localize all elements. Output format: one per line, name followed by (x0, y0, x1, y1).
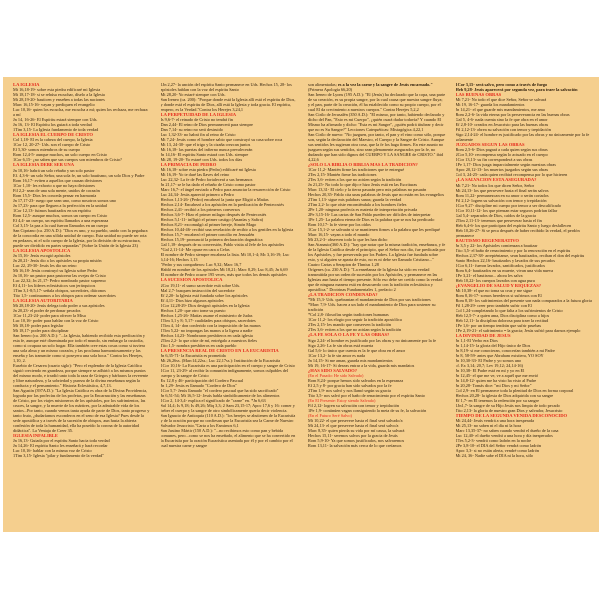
verse-reference: San Justino Mártir (150 A.D.): "...no recibimos esto como pan y bebida comunes, pero...como se nos ha enseñado, el alimento que se ha convertido en la Eucaristía por la oración Eucarística asentada por él y por el cambio por el cual nuestra carne y sangre (160, 427, 296, 448)
verse-citation: (Primera Apología 66,20) (308, 87, 353, 92)
verse-reference: Luc 24,34- Jesús apareció primero a Pedro (160, 192, 234, 198)
verse-reference: Hechos 2,41- recibió a los primeros conversos (160, 207, 241, 213)
verse-reference: 2Tes 2,15- les mando que conserven la tradición (308, 322, 391, 328)
verse-reference: Jn 10,38- El Padre está en mí y yo en El (455, 368, 525, 374)
verse-reference: Luc 22,32; Jn 21,17- Pedro nombrado pastor supremo (13, 277, 106, 283)
verse-reference: Rom 11,22- permanezcan en su amor o serán cortados (455, 192, 549, 198)
verse-reference: Ef 4,4- un cuerpo, un espíritu llamados a una esperanza (13, 217, 109, 223)
verse-reference: 1Tim 3,15- Iglesia "pilar y fundamento de la verdad" (13, 453, 105, 459)
verse-reference: 1Pe 1,17- Dios juzga imparcialmente según nuestras obras (455, 162, 556, 168)
verse-reference: Mt 24, 36- Nadie sabe el DIA ni la hora, sólo (455, 453, 534, 459)
verse-reference: Mt 24,13- el que persevere hasta el final será salvo/a (308, 422, 399, 428)
verse-reference: 2Tim 2,2- lo que oíste encomiéndalo a los hombres fieles (308, 202, 407, 208)
section-heading: LA PRIMACIA DE PEDRO (160, 162, 217, 168)
verse-reference: Luc 22,32- La fe de Pedro fortalecerá a sus hermanos (160, 177, 253, 183)
verse-reference: 1Cor 2, 14-3,4- explica el significado de "carne" en. *Jn 6,63 (160, 397, 266, 403)
verse-reference: Ef 2,8-10- creados en Jesucristo para las buenas obras (455, 122, 549, 128)
verse-reference: Gal 5,4- separados de Dios, caídos de la gracia (455, 212, 536, 218)
verse-reference: Hechos 15,7- encabezó el primer concilio en Jerusalén (160, 232, 255, 238)
verse-reference: Luc 10,16- quien los escucha, me escucha a mí; quien los rechaza, me rechaza a mí (13, 107, 148, 118)
verse-reference: 1Tim 4, 14- don conferido con la imposición de las manos (160, 322, 261, 328)
verse-reference: Ef 4,11- los líderes eclesiásticos son jerárquicos (13, 282, 96, 288)
verse-reference: Marc 16,15-16- vayan y prediquen el evangelio (13, 102, 95, 108)
verse-reference: Jn 17,17-23- ruego que sean uno, como nosotros somos uno (13, 197, 116, 203)
verse-reference: 1Pe 1,9- continúen vagan consiguiendo la meta de su fe, la salvación (308, 407, 427, 413)
verse-reference: Rom 8,24- porque hemos sido salvados en la esperanza (308, 377, 404, 383)
verse-reference: Marc 16,15- vayan a todo el mundo (308, 232, 370, 238)
verse-reference: 1Tim 3,15- La Iglesia fundamento de toda verdad (13, 127, 99, 133)
verse-reference: Mal 2,7- busquen instrucción del sacerdote (160, 287, 235, 293)
verse-reference: 1Cor 11,2- Mantén firme las tradiciones que te entregué (308, 167, 405, 173)
verse-reference: Col 3,15- la paz a la cual fueron llamados en un cuerpo (13, 222, 108, 228)
verse-reference: Mt 23,2-3- observen todo lo que les han dicho (308, 237, 388, 243)
verse-reference: San Ignacio de Antioquía (110 A.D.): "los herejes se abstienen de la Eucaristía y de la oración porque no confiesan que la Eucaristía sea la Carne de Nuestro Salvador Jesucristo."Carta a los Esmirnos 6,1 (160, 412, 296, 428)
verse-reference: 1Cor 10,11-12- los que piensan estar seguros podrían fallar (455, 207, 558, 213)
verse-reference: Mt 7,24- Jesús como el hombre sabio que construyó su casa sobre roca (160, 137, 283, 143)
verse-reference: Jn 20,23- el poder de perdonar pecados (13, 308, 81, 314)
verse-reference: Hechos 3,6-7- Hizo el primer milagro después de Pentecostés (160, 212, 267, 218)
column-1 (13, 82, 151, 528)
verse-emphasis: es a la vez la carne y la sangre de Jesús encarnado." (337, 82, 433, 87)
verse-reference: Fil 1,28-29- creer pero también sufrir con El (455, 303, 532, 309)
verse-reference: Heb 10,26-27- Si se peca después de haber recibido la verdad, el perdón permanece (455, 227, 580, 238)
verse-reference: Mt 28, 19-20- Yo estaré con Uds. todos los días (160, 157, 243, 163)
verse-reference: Hechos 20,35- Pablo cita unas palabras de Jesús que no están en los evangelios (308, 192, 445, 198)
verse-reference: Hechos 2,14- Encabezó a los apóstoles en la predicación de Pentecostés (160, 202, 284, 208)
verse-reference: 2Cor 5,10- recompensa según lo actuado en el cuerpo (455, 152, 548, 158)
verse-reference: Marc 13,35-37- no saben cuando vendrá el dueño de la casa (455, 428, 559, 434)
section-heading: LA IGLESIA DEBE SER UNA (13, 162, 75, 168)
verse-reference: 1Cor 1,10- les exhorto a que no haya divisiones (13, 182, 95, 188)
verse-reference: 1Cor 13,13- su fin corresponderá a sus obras (455, 157, 533, 163)
document-page (3, 77, 599, 532)
verse-reference: Col 3, 24-25- cada quien recibirá recompensa por lo que hicieren (455, 172, 568, 178)
verse-reference: Jn 20,21- Jesús dio a los apóstoles su propia misión (13, 257, 102, 263)
verse-reference: Rom 6,4- bautizados en su muerte, vivan una vida nueva (455, 267, 553, 273)
verse-reference: Hechos 1,13-26- (Pedro) encabezó la junta que Eligió a Matías (160, 197, 269, 203)
verse-reference: 1Cor 11, 23-29- al recibir la comunión indignamente, somos culpables del cuerpo y la sangre de Cristo (160, 367, 289, 378)
verse-reference: 1Pe 1,25- La palabra eterna de Dios es la palabra que se nos ha predicado (308, 217, 435, 223)
verse-reference: El nombre de Pedro siempre encabeza la lista. Mt 10,1-4; Mc 3,16-19; Luc 6,14-16; Hechos 1,13 (160, 252, 290, 263)
verse-reference: Tito 1,5- continuamos a los obispos para ordenar sacerdotes (13, 292, 116, 298)
verse-reference: 2Pe 3,8-10- el DIA del Señor vendrá como ladrón (455, 443, 542, 449)
verse-reference: Jn 15,16- Jesús escogió apóstoles (13, 252, 71, 258)
verse-reference: Jn 8,19- si me conocieran, conocerían también a mi Padre (455, 348, 555, 354)
verse-reference: Jn 10,16- habrá un solo rebaño y un solo pastor (13, 167, 95, 173)
verse-reference: Eusebio de Cesarea (cuarto siglo): "Pero el esplendor de la Iglesia Católica siguió creciendo en grandeza, porque siempre se adhirió a los mismos puntos del mismo modo, e irradió unto toda la raza de Griegos y bárbaros la reverente y libre naturaleza, y la sobriedad y pureza de la divina enseñanza según la conducta y el pensamiento." Historia Eclesiástica, 4,7,13. (13, 363, 149, 389)
verse-reference: Jn 16,13- Guiada por el espíritu Santo hacia toda verdad (13, 438, 110, 444)
verse-reference: 1Tim 3,1-8;5,17- señala obispos, sacerdotes, diáconos (13, 287, 106, 293)
verse-reference: San Cirilo de nuevo: "No juzguen, por tanto, el pan y el vino como sólo, porque son, según la declaración del Maestro, el Cuerpo y la Sangre de Cristo. Aunque sus sentidos les sugieran otra cosa, que la fe los haga firmes. En este asunto no juzguen según sus sentidos, sino sean plenamente asegurados por la fe, no dudando que han sido dignos del CUERPO Y LA SANGRE de CRISTO." ibid 4,22,6 (308, 132, 446, 162)
verse-reference: Jn 16, 13- El Espíritu los guiará a toda verdad (13, 122, 92, 128)
verse-reference: Jn 10,16- un pastor para pastorear las ovejas de Cristo (13, 272, 106, 278)
verse-reference: San Cipriano (ca. 250 A.D.): "Dios es uno, y su pueblo, unido con la pegadura de la concordia en una sólida unidad de cuerpo. Esta unidad no puede ser rota en pedazos, ni el solo cuerpo de la Iglesia, por la división de su estructura, puede ser dividido en partes separadas" (Sobre la Unión de la Iglesia 23) (13, 227, 148, 248)
verse-reference: 1Pe 3,21- el bautismo... ahora les salva (455, 272, 523, 278)
verse-reference: Mt 24,44- Jesús vendrá a una hora inesperada (455, 418, 535, 424)
verse-reference: San Ireneo (ca. 200 A.D.): "...la Iglesia, habiendo recibido esta predicación y esta fe, aunque esté diseminada por todo el mundo, sin embargo la custodia, como si ocupara un solo hogar. Ella también cree estas cosas como si tuviera una sola alma y un mismo corazón, y las proclama harmoniosamente y las enseña y las transmite como si poseyera una sola boca." Contra los Herejes, 1,10, 2. (13, 333, 146, 364)
section-heading: ¿LA TRADICION CONDENADA? (308, 292, 378, 298)
verse-reference: Ef 5,30- somos miembros de su cuerpo (13, 147, 81, 153)
section-heading: ¿EVANGELIO DE SALUD Y RIQUEZAS? (455, 282, 542, 288)
section-heading: LA IGLESIA (13, 82, 40, 87)
verse-reference: Hechos 15,19- pronunció la primera declaración dogmática (160, 237, 263, 243)
verse-reference: Jn 21,25- No todo lo que dijo e hizo Jesús está en las Escrituras (308, 182, 418, 188)
verse-reference: Hechos 1,20- que otro tome su puesto (160, 307, 226, 313)
verse-reference: Mt 7,21- No todo el que dice Señor, Señor se salvará (455, 97, 547, 103)
verse-reference: Jn 14,26- El espíritu Santo les enseñará y hará recordar (13, 443, 108, 449)
verse-reference: 1Cor 12,28-29- Dios designó apóstoles en la Iglesia (160, 302, 250, 308)
verse-reference: Fil 2,12- logren su salvación con temor y trepidación (455, 197, 547, 203)
verse-reference (308, 82, 446, 92)
verse-reference: 2Tes 3,6- eviten a los que no actúen según la tradición (308, 177, 402, 183)
verse-reference: San Agustín (397A.D.): "La Iglesia Católica es obra de la Divina Providencia, lograda por las profecías de los profetas, por la Encarnación y las enseñanzas de Cristo, por los viajes misioneros de los apóstoles, por los sufrimientos, las cruces, la sangre, y la muerte de los mártires, por la admirable vida de los santos...Por tanto, cuando vemos tanta ayuda de parte de Dios, tanto progreso y tanto fruto, ¿dudaríamos esconderos en el seno de esa Iglesia? Pues desde la sede apostólica y a través de la sucesión de obispos, aun hasta la abierta confesión de toda la humanidad, ella ha poseído la corona de la autoridad didáctica". La Ventaja de Creer 35. (13, 388, 150, 434)
verse-reference: 1Pe 2,19-21- el sufrimiento = la gracia; Jesús sufrió para darnos ejemplo (455, 328, 581, 334)
verse-reference: 1Cor 5,7- Jesús llamado "el cordero pascual que ha sido sacrificado" (160, 387, 279, 393)
verse-reference: Mt 10,22- el que persevere hasta el final será salvado/a (308, 417, 403, 423)
verse-reference: Hechos 8,21- excomulgó al primer hereje, Simón Mago (160, 222, 257, 228)
verse-reference: *Marc 7,9- Uds. hacen a un lado el mandamiento de Dios para sostener su tradición (308, 302, 436, 313)
verse-reference: 1Cor 12,13- fuimos bautizados en un espíritu (13, 207, 91, 213)
section-heading: LA DIVINIDAD DE JESUS (455, 333, 511, 339)
verse-reference: Luc 12,40- el dueño vendrá a una hora y día inesperados (455, 433, 553, 439)
verse-reference: Heb 6,4-6- los que participan del espíritu Santo y luego desfallecen (455, 222, 572, 228)
verse-reference: Mt 24,13- los que persevere hasta el final serán salvos (455, 187, 549, 193)
verse-reference: Hechos 10,44-46- recibió una revelación de recibir a los gentiles en la Iglesia (160, 227, 294, 233)
section-heading: IGLESIA INFALIBLE (13, 433, 58, 439)
verse-reference: Sigo 2,14-24- el hombre es justificado por las obras y no únicamente por la fe solamente (455, 132, 590, 143)
verse-reference: Jn 14,21- el que guarde mis mandamientos, me ama (455, 107, 545, 113)
verse-reference: Tito 2,13- la gloria de nuestro gran Dios y salvador, Jesucristo (455, 408, 563, 414)
verse-reference: Mt 19, 16-17- guarda los mandamientos (455, 102, 525, 108)
verse-reference: San Atanasio(360 A.D.): "hay que notar que la misma tradición, enseñanza, y fe de la Iglesia Católica desde el principio, que el Señor nos dio, fue predicada por los Apóstoles, y fue preservada por los Padres. La Iglesia fue fundada sobre esto, y si alguien se aparta de esto, no es ni debe ser llamado Cristiano..." Cuatro Cartas a Serapion de Thmius 1,28 (308, 242, 446, 268)
verse-reference: Ex 12,8 y 46- participación del Cordero Pascual (160, 377, 244, 383)
verse-reference: Mt 18,17-18- si se rehúsa escuchar, díselo a la Iglesia (13, 92, 105, 98)
verse-reference: Heb 10,22- los cuerpos lavados con agua pura (455, 277, 535, 283)
verse-reference: 1Jn1,7- la sangre de su Hijo Jesús nos limpia de todo pecado (455, 403, 560, 409)
verse-reference: Jn 14, 16-26- El Espíritu estará siempre con Uds. (13, 117, 98, 123)
verse-reference: Rom 13,11- la salvación más cerca de lo que creíamos (308, 442, 402, 448)
verse-reference: Marc 16,7- el ángel enviado a Pedro para anunciar la resurrección de Cristo (160, 187, 291, 193)
verse-reference: Rom 12,5- aunque muchos, somos un cuerpo en Cristo (13, 212, 108, 218)
verse-reference: Sigo 2,26- La fe sin obras está muerta (308, 342, 374, 348)
verse-reference: Apoc 20,12-13- los muertos juzgados según sus obras (455, 167, 549, 173)
verse-reference: 2Tes 3,6- eviten a los que no actúan según la tradición (308, 327, 402, 333)
verse-reference: Marc 13,31- El cielo y la tierra pasarán pero mis palabras no pasarán (308, 187, 427, 193)
verse-reference: Mt 28,20- Yo estaré siempre con Uds. (160, 92, 226, 97)
verse-reference: Heb 12,11- la disciplina dolorosa para traer la rectitud (455, 318, 549, 324)
verse-reference: 1Cor 9,27- discipline mi cuerpo por temor a ser descalificado (455, 202, 561, 208)
verse-reference: Mt 16,18-19- sobre esta piedra edificaré mi Iglesia (13, 87, 101, 93)
verse-reference: Jn 14,8-12- quien me ha visto ha visto al Padre (455, 378, 537, 384)
verse-reference: Jn 14,16- El espíritu Santo estará con Uds. siempre (160, 152, 249, 158)
section-heading: TIEMPO DE LA SEGUNDA VENIDA DESCONOCIDO (455, 413, 568, 419)
verse-reference: 1Cor 11,2- los elogio por seguir la tradición apostólica (308, 317, 402, 323)
verse-reference: Mt 10,38- el que no toma su cruz y me sigue (455, 288, 533, 294)
verse-reference: cf. Ex 3,14; 20,7; Lev 19,12; 24,14-16) (455, 363, 523, 369)
verse-reference: Jn 1,14-15- la gloria del Hijo único de Dios (455, 343, 531, 349)
verse-reference: Jn 1,29- Jesús es llamado "Cordero de Dios" (160, 382, 238, 388)
verse-reference: Tito 1,5- nombra presbíteros en cada pueblo (160, 342, 237, 348)
verse-reference: Sigo 2,24- el hombre es justificado por las obras y no únicamente por la fe (308, 337, 437, 343)
verse-reference: Heb 12,5-7- a quien ama, Dios disciplina como a hijos (455, 313, 550, 319)
verse-reference: Jn 12,45- el que me ve, ve a aquél que me envió (455, 373, 539, 379)
verse-reference: Gal 5, 4-6- nada cuenta sino la fe que obra en el amor (455, 117, 548, 123)
verse-reference: El nombre de Pedro ocurre 195 veces, más que todos los demás apóstoles (160, 272, 287, 278)
verse-reference: Mt 7,21- No todos los que dicen Señor, Señor (455, 182, 535, 188)
verse-reference: Marc 8,35- quien pierda su vida por mí causa, la salvará (308, 427, 405, 433)
verse-reference: Tito 3,5- nos salvó por el baño de renacimiento por el espíritu Santo (308, 392, 425, 398)
verse-reference: Jn 17,23- para que lleguen a la perfección en la unidad (13, 202, 107, 208)
verse-reference: Ef 4,11- Dios hizo algunos apóstoles (160, 297, 224, 303)
section-subheading: (En el Futuro Seré Salvo) (308, 412, 352, 418)
verse-reference: Heb 9,28- Jesús aparecerá por segunda vez, para traer la salvación (455, 87, 578, 92)
verse-reference: Jn 6,51-54; Mt 16,5-12- Jesús habla simbólicamente de los alimentos (160, 392, 280, 398)
verse-reference: Hechos 20,28- la iglesia de Dios adquirida con su sangre (455, 393, 554, 399)
section-heading: ¿HAS SIDO SALVADO? (308, 367, 358, 373)
verse-reference: 1Cor 15,1-2- se salvarán si se mantienen firmes a la palabra que les prediqué (308, 227, 440, 233)
verse-reference: Jn 14,15- Si me aman, guarda mis mandamientos (308, 357, 393, 363)
verse-reference: 1Cor 6,11- fueron lavados, santificados, justificados (455, 262, 546, 268)
verse-reference: Hechos 14,23- Nombraron presbíteros en cada iglesia (160, 332, 253, 338)
verse-reference: Orígenes (ca. 230 A.D.): "La enseñanza de la Iglesia ha sido en verdad transmitida por un orden de sucesión por los Apóstoles, y permanece en las Iglesias aun hasta el tiempo presente. Sólo eso debe ser creído como la verdad que de ninguna manera está en desacuerdo con la tradición eclesiástica y apostólica." Doctrinas Fundamentales 1, prefacio 2 (308, 267, 443, 293)
verse-reference: Rom 16,17- eviten a aquellos que causan divisiones (13, 177, 103, 183)
section-heading: LA SUCESION APOSTOLICA (160, 277, 223, 283)
section-heading: ¿LA FE SOLA O LA FE Y LAS OBRAS? (308, 332, 390, 338)
section-heading: ¿LA SALVACION ESTA ASEGURADA? (455, 177, 537, 183)
verse-reference: 2Tes 2,15- Mantén firme las tradiciones (308, 172, 377, 178)
column-3 (308, 82, 446, 528)
column-2 (161, 82, 299, 528)
verse-reference: Jn 6,35-71- la Eucaristía es prometida (160, 352, 226, 358)
verse-reference: San Ireneo (ca. 200): "Porque donde está la Iglesia allí está el espíritu de Dios, y donde está el espíritu de Dios, allí está la Iglesia y toda gracia. El espíritu, empero, es la Verdad."Contra los Herejes 3,24,1 (160, 97, 296, 112)
verse-reference: Fil 2,12- logren su salvación con temor y trepidación (308, 402, 400, 408)
verse-reference: 1Cor 10,16- La Eucaristía es una participación en el cuerpo y sangre de Cristo (160, 362, 295, 368)
column-4 (456, 82, 594, 528)
verse-reference: Luc 1,32-33- no habrá fin al reino de Cristo (160, 132, 236, 138)
section-heading: JUZGADOS SEGUN LAS OBRAS (455, 142, 525, 148)
section-heading: LA IGLESIA AUTORITARIA (13, 297, 73, 303)
verse-reference: 1Pe 1,6- por un tiempo tendrán que sufrir pruebas (455, 323, 542, 329)
verse-reference: Ef. 4,3-6- un solo Señor, una sola fe, un solo bautismo, un solo Dios y Padre (13, 172, 145, 178)
verse-reference: Mt 18,17- poder para disciplinar (13, 328, 69, 334)
verse-reference: Tito 3,5- el baño de renacimiento y por la renovación en el espíritu (455, 247, 571, 253)
verse-reference: 1Cor 13,2- la fe sin amor es nada (308, 352, 366, 358)
verse-reference: 2Cro 19,11- el sumo sacerdote está sobre Uds. (160, 282, 241, 288)
verse-reference: Hechos 15,11- seremos salvos por la gracia de Jesús (308, 432, 398, 438)
verse-reference: 2Tim 2,11-13- tenemos que perseverar hasta el fin (455, 217, 542, 223)
verse-reference: Gal 5,6- lo único que cuenta es la fe que obra en el amor (308, 347, 406, 353)
verse-reference: Fil 2,12-13- obrea su salvación con temor y trepidación (455, 127, 551, 133)
verse-reference: 1Cor 11,23-24- poder para ofrecer la Misa (13, 313, 86, 319)
section-subheading: (En El Presente: Estoy siendo Salvado) (308, 397, 376, 403)
verse-reference: Luc 10,16- poder para hablar con la voz de Cristo (13, 318, 99, 324)
verse-reference: Ef 2,5 y 8- por gracia han sido salvados por la fe (308, 382, 392, 388)
verse-reference: Luc 10,16- hablar con la misma voz de Cristo (13, 448, 92, 454)
verse-reference: Mt 25,13- no saben ni el día ni la hora (455, 423, 522, 429)
verse-reference: 2Pe 1,20- ninguna profecía es materia de interpretación privada (308, 207, 418, 213)
verse-reference: Mt 19, 16-17- Si deseas entrar a la vida, guarda mis mandatos (308, 362, 415, 368)
verse-reference: 2Tim 1,13- sigue mis palabras sanas; guarda la verdad (308, 197, 402, 203)
verse-reference: Col 2,9- en El permanece toda la plenitud de Dios en forma corporal (455, 388, 574, 394)
verse-reference: 2Tim 1,9- nos salvó y nos llamó según su gracia (308, 387, 391, 393)
verse-reference: Rom 15,5- Dios les conceda pensar en harmonía (13, 192, 97, 198)
verse-reference: Jn 21,17- se le ha dado el rebaño de Cristo como pastor (160, 182, 256, 188)
verse-reference: Dan 2,44- El reino de Dios permanecerá para siempre (160, 122, 253, 128)
verse-reference: Sal 14,4; Is 9,18; Is 49,26; Miq 3,3; 2 Sam 23,15-17; Apoc 17,6 y 16: comer y beber el cuerpo y la sangre de otro simbólicamente quería decir violencia. (160, 402, 295, 413)
verse-reference: Dan 7,14- su reino no será destruido (160, 127, 223, 133)
verse-reference: Col 1,24-completando lo que falta a los sufrimientos de Cristo (455, 308, 563, 314)
verse-reference: Ef 1,7- en El tenemos la redención por su sangre (455, 398, 540, 404)
verse-reference: Mt 16,18- las puertas del infierno nunca prevalecerán (160, 147, 253, 153)
verse-reference: 1Cor 3,15- será salvo, pero como a través de fuego (455, 82, 548, 87)
section-heading: LAS BUENAS OBRAS (455, 92, 502, 97)
verse-reference: Mt 18,18- poder para legislar (13, 323, 64, 329)
verse-reference: Rom 8,16-17- somos herederos si sufrimos con El (455, 293, 542, 299)
verse-reference: Habló en nombre de los apóstoles Mt 18,21; Marc 8,29; Luc 8,45; Jn 6,69 (160, 267, 288, 273)
verse-reference: Jn 8, 58-59- antes que Abraham existiera, YO SOY (455, 353, 544, 359)
verse-reference: "Pedro y sus compañeros: Luc 9,32; Marc 16,7 (160, 262, 242, 268)
verse-reference: Mt 16,19- Yo te daré las llaves del reino (160, 172, 230, 178)
verse-reference: Mt 16,18- sobre esta piedra (Pedro) edificaré mi Iglesia (160, 167, 256, 173)
section-heading: LA IGLESIA EL CUERPO DE CRISTO (13, 132, 93, 138)
verse-reference: Jn 3,5 y 22- los Apóstoles comienzan a bautizar (455, 242, 538, 248)
verse-reference: Gal 1,18- después de su conversión, Pablo visita al Jefe de los apóstoles (160, 242, 285, 248)
verse-reference: *Gal 2,11-14- Me opuse en cara a Cefas (160, 247, 230, 253)
verse-reference: 1Jn 2,27- la unción del espíritu Santo permanece en Uds. Hechos 15, 28- los apóstoles hablan con la voz del espíritu Santo (160, 82, 292, 92)
verse-reference: Jn 10,30-33- El Padre y yo somos uno (455, 358, 522, 364)
verse-reference: *Col 2,8- filosofías según tradiciones humanas (308, 312, 389, 318)
verse-reference: *Mt 15,3- Uds. quebrantan el mandamiento de Dios por sus tradiciones (308, 297, 431, 303)
verse-reference: San Ireneo de Lyons (195 A.D.): "El (Jesús) ha declarado que la copa, una parte de su creación, es su propia sangre, por la cual causa que nuestra sangre fluya; y el pan, parte de la creación, él ha establecido como su propio cuerpo, por el cual El da crecimiento a nuestros cuerpos." Contra Herejes 5,2,2 (308, 92, 446, 112)
verse-reference: 1Cor 12, 20-27- Uds. son el cuerpo de Cristo (13, 142, 91, 148)
section-heading: LA PRESENCIA REAL DE CRISTO EN LA EUCARISTIA (160, 347, 279, 353)
verse-text: son alimentadas; (308, 82, 338, 87)
verse-reference: Apoc 3,3- si no están alerta, vendré como ladrón (455, 448, 540, 454)
section-heading: LA IGLESIA APOSTOLICA (13, 247, 71, 253)
section-heading: LA PERPETUIDAD DE LA IGLESIA (160, 112, 237, 117)
verse-reference: Hechos 1,25-26- Matías asume el ministerio de Judas (160, 312, 253, 318)
verse-reference: Jn 20,28- Tomás dice: "mi Dios y mi Señor" (455, 383, 532, 389)
verse-reference: 1Tes 5,2-3- vendrá como ladrón en la noche (455, 438, 532, 444)
verse-reference: Rom 12,4-5- aunque muchos, un solo cuerpo en Cristo (13, 152, 108, 158)
verse-reference: Ef 2,20- la Iglesia está fundada sobre los apóstoles (160, 292, 248, 298)
section-subheading: (En el Pasado: He sido Salvado) (308, 372, 364, 378)
verse-reference: Mt 16,18- Jesús construyó su Iglesia sobre Pedro (13, 267, 98, 273)
verse-reference: Mt 13, 24-30- que el trigo y la cizaña crezcan juntos (160, 142, 251, 148)
verse-reference: Rom 10,17- la fe viene por los oídos (308, 222, 371, 228)
verse-reference: Luc 22, 29-30- Jesús les dio un reino (13, 262, 77, 268)
verse-reference: 2Pe 3,15-16- Las cartas de San Pablo pueden ser difíciles de interpretar (308, 212, 431, 218)
verse-reference: Hechos 2,37-38- arrepiéntanse, sean bautizados, reciban el don del espíritu (455, 252, 585, 258)
verse-reference: Rom 2,2-6- la vida eterna por la perseverancia en las buenas obras (455, 112, 570, 118)
verse-reference: Is 9,6-7- el reinado de Cristo no tendrá fin (160, 117, 233, 123)
verse-reference: Hechos 5,1-11- infligió el primer castigo (Ananías y Safira) (160, 217, 264, 223)
verse-reference: Mt 26,26ss. (Marc14,22ss.; Luc 22,17ss.): Institución de la Eucaristía (160, 357, 281, 363)
verse-reference: Mt 28,19-20- bauticen y enseñen a todas las naciones (13, 97, 105, 103)
verse-reference: San Cirilo de Jerusalén (350 A.D.): "El mismo, por tanto, habiendo declarado y dicho del Pan, "Esto es mi Cuerpo", ¿quién osará dudar todavía? Y cuando El Mismo ha afirmado y dicho: "Esta es mi Sangre", ¿quién podrá titubear y decir que no es Su Sangre?" Lecciones Catequéticas: Mistagógica 4,22,1 (308, 112, 445, 132)
verse-reference: 1Cor 6,15- ¿no saben que sus cuerpos son miembros de Cristo? (13, 157, 122, 163)
verse-reference: Rom 8,18- los sufrimientos del presente son nada comparados a la futura gloria (455, 298, 592, 304)
verse-reference: Santo Hechos 22,16- bautizados y lavados de sus pecados (455, 257, 555, 263)
verse-reference: 1Tim 5,22- no impongas las manos a la ligera a nadie (160, 327, 253, 333)
verse-reference: Rom 2,5-6- Dios pagará a cada quien según sus obras (455, 147, 548, 153)
section-heading: BAUTISMO REGENERATIVO (455, 237, 520, 243)
verse-reference: Mt 28,18-20- Jesús delega todo poder a sus apóstoles (13, 303, 105, 309)
verse-reference: Fil 2,2- sean de una sola mente, unidos de corazón (13, 187, 100, 193)
verse-reference: Col 1,18- El es la cabeza del cuerpo, la Iglesia (13, 137, 93, 143)
verse-reference: Jn 1,1-El Verbo era Dios (455, 338, 498, 344)
verse-reference: 1Tim 3,1 y 8; 5,17- cualidades para obispos, sacerdotes (160, 317, 256, 323)
section-heading: ¿SOLO LA BIBLIA O BIBLIA MAS LA TRADICION? (308, 162, 418, 167)
verse-reference: Rom 5,9-10- Ya que somos justificados, nos salvaremos (308, 437, 405, 443)
verse-reference: 2Tim 2,2- lo que oíste de mí, entrégalo a maestros fieles (160, 337, 258, 343)
